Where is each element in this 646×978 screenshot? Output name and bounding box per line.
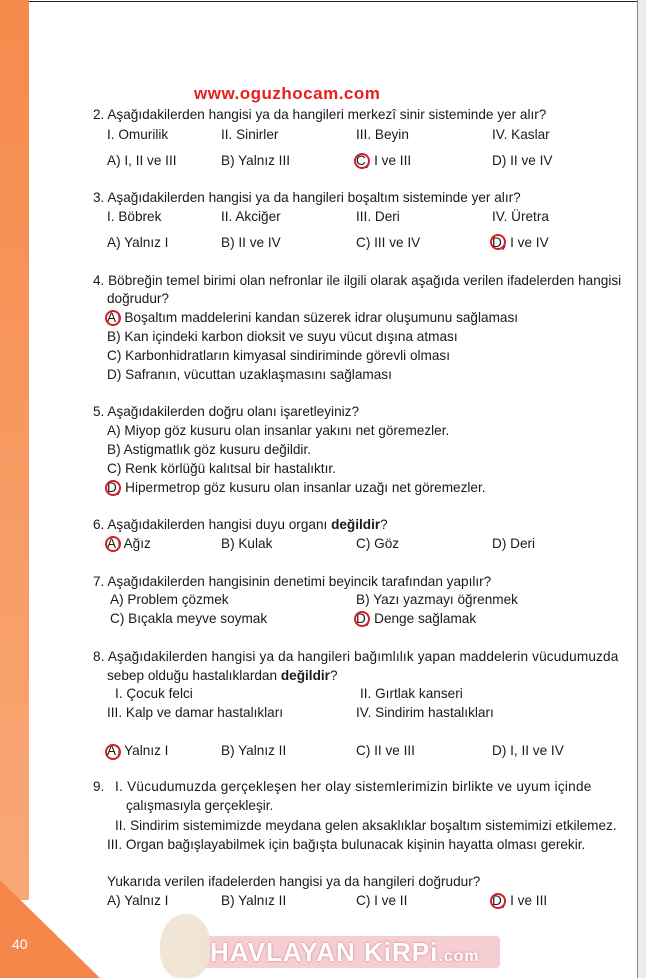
logo-suffix: .com [438, 948, 480, 965]
q8-option-b[interactable]: B) Yalnız II [221, 743, 287, 758]
q3-option-b[interactable]: B) II ve IV [221, 235, 281, 250]
question-9-number: 9. [93, 779, 105, 794]
q9-option-b[interactable]: B) Yalnız II [221, 893, 287, 908]
q6-option-a[interactable]: A) Ağız [107, 536, 151, 551]
q8-item: II. Gırtlak kanseri [360, 686, 463, 701]
q5-option-d[interactable]: D) Hipermetrop göz kusuru olan insanlar uzağı net göremezler. [107, 480, 486, 495]
question-3-stem: 3. Aşağıdakilerden hangisi ya da hangileri boşaltım sisteminde yer alır? [93, 190, 521, 205]
q3-item: III. Deri [356, 209, 400, 224]
q7-option-a[interactable]: A) Problem çözmek [110, 592, 229, 607]
logo-text [210, 936, 480, 973]
top-border [29, 1, 637, 2]
q7-option-c[interactable]: C) Bıçakla meyve soymak [110, 611, 268, 626]
orange-corner-triangle [0, 880, 100, 978]
q9-statement-3: III. Organ bağışlayabilmek için bağışta bulunacak kişinin hayatta olması gerekir. [107, 837, 586, 852]
q9-option-c[interactable]: C) I ve II [356, 893, 408, 908]
q6-option-c[interactable]: C) Göz [356, 536, 400, 551]
q3-item: II. Akciğer [221, 209, 281, 224]
stem-text: 6. Aşağıdakilerden hangisi duyu organı [93, 517, 328, 532]
q3-option-d[interactable]: D) I ve IV [492, 235, 549, 250]
question-6-stem [93, 516, 388, 534]
q3-option-a[interactable]: A) Yalnız I [107, 235, 169, 250]
q7-option-b[interactable]: B) Yazı yazmayı öğrenmek [356, 592, 518, 607]
havlayan-kirpi-logo [160, 912, 540, 978]
q2-option-d[interactable]: D) II ve IV [492, 153, 553, 168]
q3-option-c[interactable]: C) III ve IV [356, 235, 421, 250]
watermark-url: www.oguzhocam.com [194, 84, 381, 103]
q4-option-b[interactable]: B) Kan içindeki karbon dioksit ve suyu vücut dışına atması [107, 329, 458, 344]
q2-option-b[interactable]: B) Yalnız III [221, 153, 291, 168]
answer-circle-mark [490, 234, 506, 250]
q2-item: I. Omurilik [107, 127, 169, 142]
q8-option-d[interactable]: D) I, II ve IV [492, 743, 564, 758]
hedgehog-mascot-icon [160, 914, 210, 978]
answer-circle-mark [354, 153, 370, 169]
q5-option-b[interactable]: B) Astigmatlık göz kusuru değildir. [107, 442, 311, 457]
q8-item: III. Kalp ve damar hastalıkları [107, 705, 284, 720]
stem-end: ? [329, 668, 338, 683]
q8-option-a[interactable]: A) Yalnız I [107, 743, 169, 758]
q9-option-d[interactable]: D) I ve III [492, 893, 548, 908]
question-4-stem-cont: doğrudur? [107, 291, 169, 306]
q9-statement-1: I. Vücudumuzda gerçekleşen her olay sistemlerimizin birlikte ve uyum içinde [115, 779, 592, 794]
question-7-stem: 7. Aşağıdakilerden hangisinin denetimi beyincik tarafından yapılır? [93, 574, 492, 589]
question-4-stem: 4. Böbreğin temel birimi olan nefronlar ile ilgili olarak aşağıda verilen ifadelerden hangisi [93, 273, 622, 288]
q8-option-c[interactable]: C) II ve III [356, 743, 415, 758]
q2-item: II. Sinirler [221, 127, 279, 142]
q8-item: I. Çocuk felci [115, 686, 193, 701]
q9-statement-1-cont: çalışmasıyla gerçekleşir. [126, 798, 274, 813]
question-5-stem: 5. Aşağıdakilerden doğru olanı işaretleyiniz? [93, 404, 360, 419]
answer-circle-mark [105, 480, 121, 496]
q2-item: III. Beyin [356, 127, 409, 142]
q2-option-a[interactable]: A) I, II ve III [107, 153, 177, 168]
stem-text: sebep olduğu hastalıklardan [107, 668, 278, 683]
q4-option-d[interactable]: D) Safranın, vücuttan uzaklaşmasını sağlaması [107, 367, 392, 382]
stem-end: ? [380, 517, 388, 532]
q4-option-c[interactable]: C) Karbonhidratların kimyasal sindiriminde görevli olması [107, 348, 450, 363]
orange-side-strip [0, 0, 29, 900]
q3-item: I. Böbrek [107, 209, 162, 224]
stem-emphasis: değildir [280, 668, 330, 683]
viewer-side-panel [637, 0, 646, 978]
q6-option-d[interactable]: D) Deri [492, 536, 536, 551]
q2-option-c[interactable]: C) I ve III [356, 153, 412, 168]
question-8-stem-cont [107, 667, 338, 685]
answer-circle-mark [490, 893, 506, 909]
answer-circle-mark [354, 611, 370, 627]
q8-item: IV. Sindirim hastalıkları [356, 705, 494, 720]
q7-option-d[interactable]: D) Denge sağlamak [356, 611, 477, 626]
q2-item: IV. Kaslar [492, 127, 550, 142]
q3-item: IV. Üretra [492, 209, 549, 224]
answer-circle-mark [105, 744, 121, 760]
answer-circle-mark [105, 536, 121, 552]
q4-option-a[interactable]: A) Boşaltım maddelerini kandan süzerek idrar oluşumunu sağlaması [107, 310, 519, 325]
question-9-stem: Yukarıda verilen ifadelerden hangisi ya da hangileri doğrudur? [107, 874, 481, 889]
q9-option-a[interactable]: A) Yalnız I [107, 893, 169, 908]
q5-option-a[interactable]: A) Miyop göz kusuru olan insanlar yakını net göremezler. [107, 423, 450, 438]
q6-option-b[interactable]: B) Kulak [221, 536, 273, 551]
q9-statement-2: II. Sindirim sistemimizde meydana gelen aksaklıklar boşaltım sistemimizi etkilemez. [115, 818, 617, 833]
question-8-stem: 8. Aşağıdakilerden hangisi ya da hangileri bağımlılık yapan maddelerin vücudumuzda [93, 649, 619, 664]
page-number: 40 [12, 936, 28, 952]
answer-circle-mark [105, 310, 121, 326]
q5-option-c[interactable]: C) Renk körlüğü kalıtsal bir hastalıktır. [107, 461, 336, 476]
question-2-stem: 2. Aşağıdakilerden hangisi ya da hangileri merkezî sinir sisteminde yer alır? [93, 107, 547, 122]
logo-name: HAVLAYAN KiRPi [210, 937, 439, 967]
stem-emphasis: değildir [331, 517, 381, 532]
